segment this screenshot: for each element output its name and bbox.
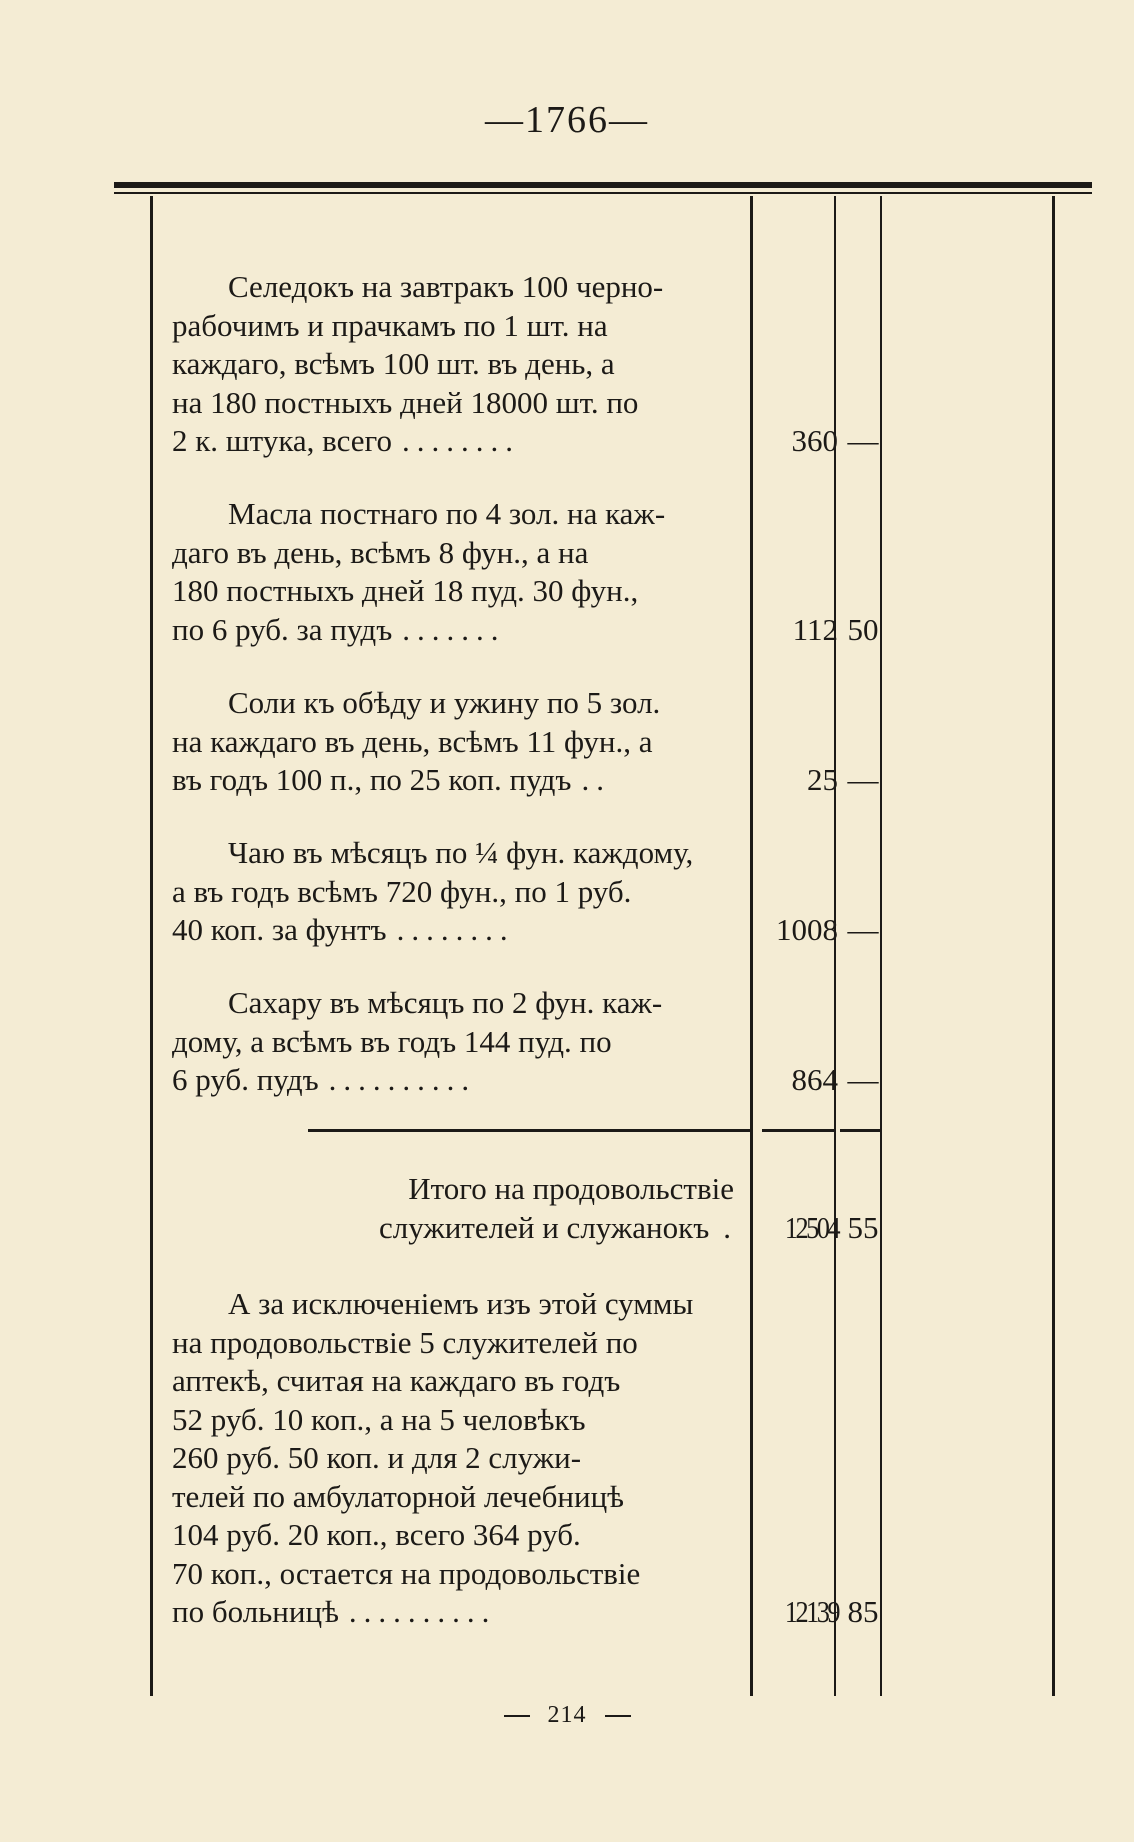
amount-kopecks: —	[847, 912, 879, 947]
entry-line: 180 постныхъ дней 18 пуд. 30 фун.,	[172, 573, 639, 608]
entry-line-final: 2 к. штука, всего ........	[172, 422, 738, 461]
entry-tea	[172, 834, 738, 950]
entry-line: 260 руб. 50 коп. и для 2 служи-	[172, 1440, 582, 1475]
right-column-rule	[1052, 196, 1055, 1696]
entry-line: на продовольствіе 5 служителей по	[172, 1324, 638, 1360]
entry-line: телей по амбулаторной лечебницѣ	[172, 1478, 624, 1514]
entry-line: аптекѣ, считая на каждаго въ годъ	[172, 1363, 621, 1398]
dash-left	[504, 1715, 530, 1717]
subtotal-rule-text	[308, 1129, 752, 1132]
leader-dots: ........	[396, 912, 515, 947]
total-rubles: 12504	[784, 1210, 838, 1245]
total-kopecks: 55	[847, 1210, 879, 1245]
page-number-bottom: 214	[0, 1702, 1134, 1729]
entry-sugar	[172, 984, 738, 1100]
total-line-final: служителей и служанокъ .	[172, 1209, 738, 1248]
entry-line: на 180 постныхъ дней 18000 шт. по	[172, 384, 639, 420]
total-line: Итого на продовольствіе	[408, 1171, 734, 1206]
subtotal-rule-rubles	[762, 1129, 834, 1132]
amount-kopecks: 50	[847, 612, 879, 647]
entry-line-final: по больницѣ ..........	[172, 1593, 738, 1632]
entry-line: даго въ день, всѣмъ 8 фун., а на	[172, 534, 589, 570]
page-number-top: —1766—	[485, 99, 649, 141]
leader-dots: ........	[401, 423, 520, 458]
left-column-rule	[150, 196, 153, 1696]
amount-rubles: 25	[807, 762, 838, 797]
remaining-kopecks: 85	[847, 1594, 879, 1629]
entry-herring	[172, 268, 738, 461]
entry-line-final: по 6 руб. за пудъ .......	[172, 611, 738, 650]
entry-line-final: 6 руб. пудъ ..........	[172, 1061, 738, 1100]
entry-line: рабочимъ и прачкамъ по 1 шт. на	[172, 307, 608, 343]
entry-line: Селедокъ на завтракъ 100 черно-	[228, 269, 664, 304]
entry-oil	[172, 495, 738, 649]
entry-line: Соли къ обѣду и ужину по 5 зол.	[228, 685, 661, 720]
entry-line: Чаю въ мѣсяцъ по ¼ фун. каждому,	[228, 835, 694, 870]
entry-line: 104 руб. 20 коп., всего 364 руб.	[172, 1517, 581, 1552]
entry-line: Масла постнаго по 4 зол. на каж-	[228, 496, 666, 531]
amount-rubles: 360	[791, 423, 838, 458]
top-double-rule	[114, 182, 1092, 194]
entry-line: дому, а всѣмъ въ годъ 144 пуд. по	[172, 1023, 612, 1059]
entry-line: 52 руб. 10 коп., а на 5 человѣкъ	[172, 1401, 586, 1437]
entry-line: каждаго, всѣмъ 100 шт. въ день, а	[172, 346, 615, 381]
text-column-rule	[750, 196, 753, 1696]
amount-kopecks: —	[847, 1062, 879, 1097]
amount-kopecks: —	[847, 762, 879, 797]
amount-rubles: 1008	[776, 912, 838, 947]
amount-kopecks: —	[847, 423, 879, 458]
leader-dots: ..........	[348, 1594, 497, 1629]
amount-rubles: 112	[792, 612, 838, 647]
amount-rubles: 864	[791, 1062, 838, 1097]
entry-line: на каждаго въ день, всѣмъ 11 фун., а	[172, 723, 653, 759]
entry-salt	[172, 684, 738, 800]
entry-line: 70 коп., остается на продовольствіе	[172, 1555, 641, 1591]
leader-dots: .......	[402, 611, 506, 647]
subtotal-rule-kopecks	[840, 1129, 880, 1132]
leader-dots: .	[723, 1209, 738, 1245]
leader-dots: ..........	[328, 1062, 477, 1097]
dash-right	[605, 1715, 631, 1717]
exclusion-entry	[172, 1285, 738, 1632]
entry-line-final: 40 коп. за фунтъ ........	[172, 911, 738, 950]
entry-line-final: въ годъ 100 п., по 25 коп. пудъ ..	[172, 761, 738, 800]
leader-dots: ..	[581, 762, 611, 797]
entry-line: А за исключеніемъ изъ этой суммы	[228, 1286, 694, 1321]
entry-line: а въ годъ всѣмъ 720 фун., по 1 руб.	[172, 873, 632, 909]
total-entry	[172, 1170, 738, 1247]
remaining-rubles: 12139	[784, 1594, 838, 1629]
entry-line: Сахару въ мѣсяцъ по 2 фун. каж-	[228, 985, 663, 1020]
